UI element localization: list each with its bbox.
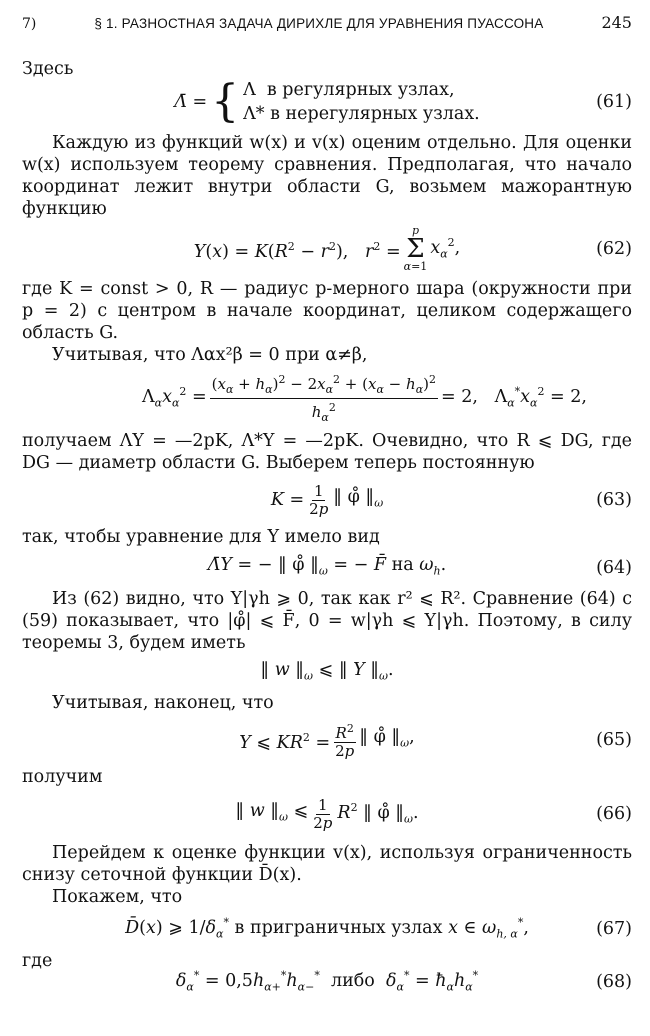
eq-number-66: (66) (596, 804, 632, 824)
paragraph-5: так, чтобы уравнение для Y имело вид (22, 527, 380, 547)
page-number: 245 (601, 13, 632, 32)
eq61-case1: в регулярных узлах, (266, 80, 455, 100)
paragraph-9: Перейдем к оценке функции v(x), используя ограниченность снизу сеточной функции D̄(x). (22, 843, 632, 885)
eq-number-68: (68) (596, 972, 632, 992)
paragraph-1: Каждую из функций w(x) и v(x) оценим отдельно. Для оценки w(x) используем теорему сравнения. Предполагая, что начало координат лежит внутри области G, возьмем мажорантную функцию (22, 133, 632, 219)
equation-61: Λ̄ = { Λ в регулярных узлах, Λ* в нерегулярных узлах. (61) (174, 76, 632, 127)
eq-number-67: (67) (596, 919, 632, 939)
paragraph-11: где (22, 951, 53, 971)
eq68-text: либо (330, 971, 375, 992)
eq-number-61: (61) (596, 92, 632, 112)
header-left: 7) (22, 16, 37, 32)
equation-66: ‖ w $‖_\omega$ ⩽ $\frac{1}{2p}$ $R^2$ ‖ φ̊ $‖_\omega$. (66) (235, 795, 632, 832)
page-body (22, 58, 632, 1002)
paragraph-7: Учитывая, наконец, что (52, 693, 274, 713)
equation-lambda: $\Lambda_\alpha x_\alpha^2$ = $\frac{(x_\alpha + h_\alpha)^2 - 2x_\alpha^2 + (x_\alpha - h_\alpha)^2}{h_\alpha^2}$ = 2, $\Lambda_\alpha^*x_\alpha^2 = 2$, (142, 372, 587, 424)
running-header (22, 12, 632, 35)
equation-62: $Y(x) = K(R^2 - r^2)$, $r^2$ = p Σ α=1 $x_\alpha^2$, (62) (193, 224, 632, 273)
equation-65: Y ⩽ $KR^2$ = $\frac{R^2}{2p}$ ‖ φ̊ $‖_\omega$, (65) (239, 722, 632, 760)
paragraph-6: Из (62) видно, что Y|γh ⩾ 0, так как r² ⩽ R². Сравнение (64) с (59) показывает, что |φ̊| ⩽ F̄, 0 = w|γh ⩽ Y|γh. Поэтому, в силу теоремы 3, будем иметь (22, 589, 632, 653)
header-title: § 1. РАЗНОСТНАЯ ЗАДАЧА ДИРИХЛЕ ДЛЯ УРАВНЕНИЯ ПУАССОНА (94, 16, 544, 31)
paragraph-2: где K = const > 0, R — радиус p-мерного шара (окружности при p = 2) с центром в начале координат, целиком содержащего область G. (22, 279, 632, 343)
equation-norm-w: ‖ w $‖_\omega$ ⩽ ‖ Y $‖_\omega$. (260, 659, 394, 683)
eq-number-62: (62) (596, 239, 632, 259)
equation-68: $\delta_\alpha^* = 0,5h_{\alpha+}^*h_{\alpha-}^*$ либо $\delta_\alpha^*$ = $ħ_\alpha h_\alpha^*$ (68) (175, 969, 632, 994)
paragraph-here: Здесь (22, 59, 74, 79)
eq-number-63: (63) (596, 490, 632, 510)
eq67-text: в приграничных узлах (234, 918, 443, 939)
paragraph-3: Учитывая, что Λαx²β = 0 при α≠β, (52, 345, 368, 365)
equation-63: K = $\frac{1}{2p}$ ‖ φ̊ $‖_\omega$ (63) (270, 481, 632, 518)
equation-64: Λ̄Y = − ‖ φ̊ $‖_\omega$ = − F̄ на $\omega_h$. (64) (207, 554, 632, 578)
eq-number-65: (65) (596, 730, 632, 750)
paragraph-10: Покажем, что (52, 887, 183, 907)
paragraph-8: получим (22, 767, 103, 787)
paragraph-4: получаем ΛY = —2pK, Λ*Y = —2pK. Очевидно, что R ⩽ DG, где DG — диаметр области G. Выберем теперь постоянную (22, 431, 632, 473)
eq61-case2: в нерегулярных узлах. (270, 104, 480, 124)
eq-number-64: (64) (596, 558, 632, 578)
equation-67: D̄(x) ⩾ $1/\delta_\alpha^*$ в приграничных узлах x ∈ $\omega_{h, \alpha}^*$, (67) (125, 916, 632, 941)
